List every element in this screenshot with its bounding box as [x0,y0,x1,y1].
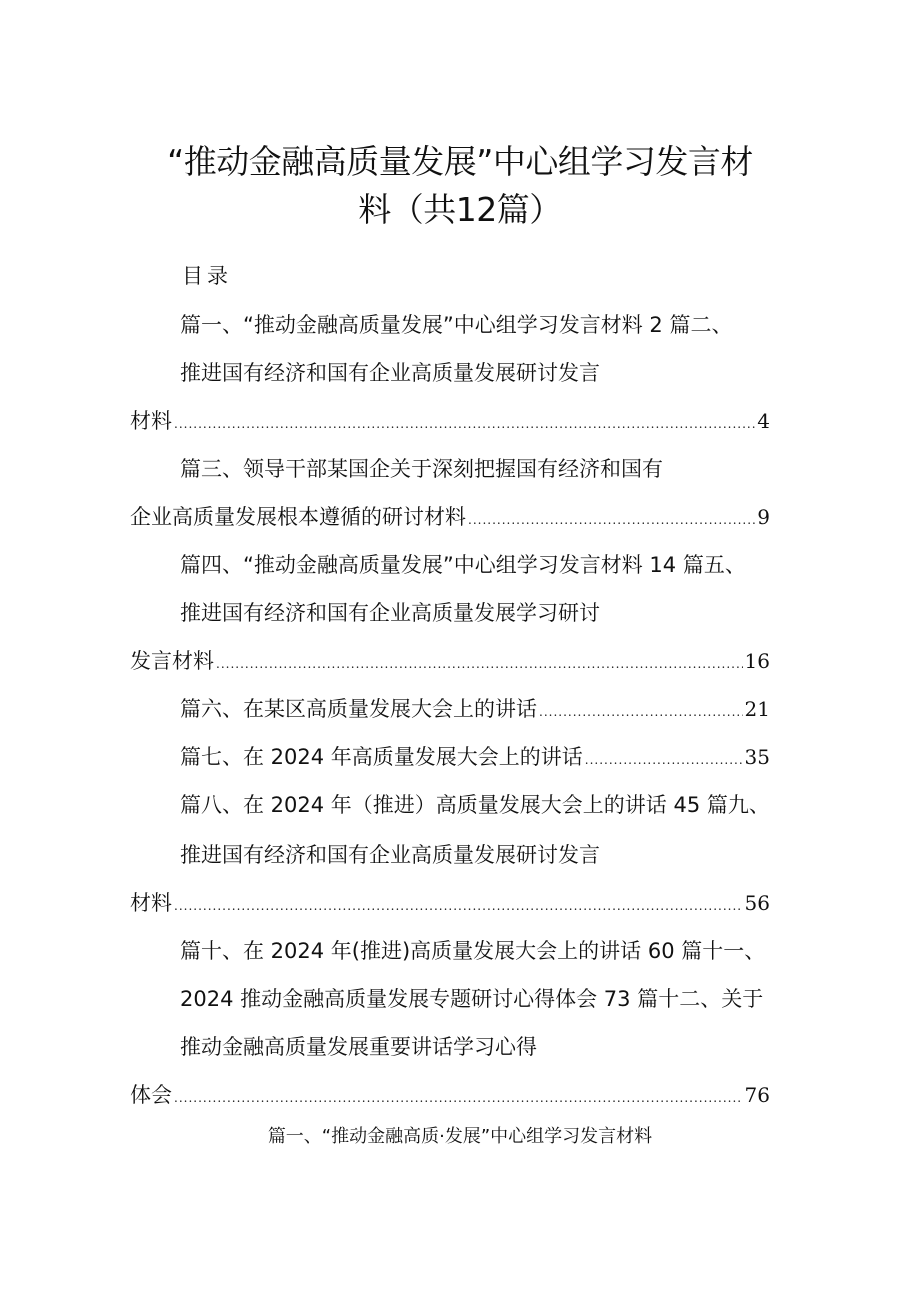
toc-leader-dots [468,505,755,535]
toc-page-number: 35 [744,745,770,769]
toc-line: 篇十、在 2024 年(推进)高质量发展大会上的讲话 60 篇十一、 [180,939,766,963]
toc-entry-label: 篇六、在某区高质量发展大会上的讲话 [180,697,537,721]
toc-leader-dots [585,745,743,775]
toc-leader-dots [174,891,743,921]
toc-entry-label: 体会 [130,1083,172,1107]
toc-leader-dots [216,649,743,679]
toc-leader-dots [174,409,755,439]
toc-page-number: 21 [744,697,770,721]
toc-line: 推进国有经济和国有企业高质量发展研讨发言 [180,843,600,867]
toc-entry [130,646,770,679]
toc-entry-label: 篇七、在 2024 年高质量发展大会上的讲话 [180,745,583,769]
document-title-line-1: “推动金融高质量发展”中心组学习发言材 [167,142,753,181]
toc-page-number: 9 [757,505,770,529]
toc-entry-label: 材料 [130,891,172,915]
toc-page-number: 4 [757,409,770,433]
toc-line: 篇一、“推动金融高质量发展”中心组学习发言材料 2 篇二、 [180,313,733,337]
toc-line: 篇四、“推动金融高质量发展”中心组学习发言材料 14 篇五、 [180,553,746,577]
toc-page-number: 76 [744,1083,770,1107]
toc-entry-label: 发言材料 [130,649,214,673]
toc-entry-label: 企业高质量发展根本遵循的研讨材料 [130,505,466,529]
toc-leader-dots [539,697,743,727]
toc-entry [130,502,770,535]
section-heading: 篇一、“推动金融高质·发展”中心组学习发言材料 [267,1126,653,1147]
toc-leader-dots [174,1083,743,1113]
toc-line: 篇三、领导干部某国企关于深刻把握国有经济和国有 [180,457,663,481]
toc-heading: 目录 [182,264,232,288]
toc-entry [180,742,770,775]
toc-entry [180,694,770,727]
toc-entry [130,1080,770,1113]
toc-line: 2024 推动金融高质量发展专题研讨心得体会 73 篇十二、关于 [180,987,764,1011]
toc-entry [130,888,770,921]
toc-line: 推进国有经济和国有企业高质量发展学习研讨 [180,601,600,625]
toc-page-number: 16 [744,649,770,673]
toc-line: 推进国有经济和国有企业高质量发展研讨发言 [180,361,600,385]
toc-line: 篇八、在 2024 年（推进）高质量发展大会上的讲话 45 篇九、 [180,793,770,817]
toc-line: 推动金融高质量发展重要讲话学习心得 [180,1035,537,1059]
document-title-line-2: 料（共12篇） [358,190,562,229]
toc-page-number: 56 [744,891,770,915]
toc-entry [130,406,770,439]
toc-entry-label: 材料 [130,409,172,433]
